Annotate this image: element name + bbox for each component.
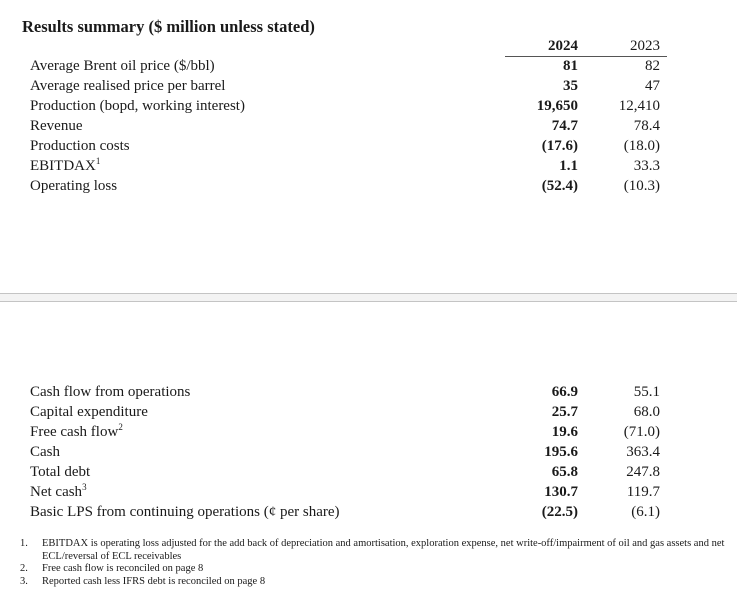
value-2023: (10.3): [623, 178, 660, 194]
value-2024: 65.8: [551, 464, 578, 480]
footnote-ref: 2: [118, 422, 123, 432]
row-label-text: Production (bopd, working interest): [30, 98, 245, 114]
value-2024: (52.4): [541, 178, 578, 194]
row-label-text: Cash flow from operations: [30, 384, 191, 400]
table-row: [30, 116, 670, 136]
value-2023: (71.0): [623, 424, 660, 440]
value-2024: (17.6): [541, 138, 578, 154]
row-label: [30, 402, 148, 422]
footnote-item: [20, 563, 730, 576]
table-row: [30, 502, 670, 522]
value-2024: 25.7: [551, 404, 578, 420]
footnote-text: Free cash flow is reconciled on page 8: [42, 563, 204, 574]
row-label-text: Cash: [30, 444, 60, 460]
row-label-text: Average Brent oil price ($/bbl): [30, 58, 215, 74]
row-label: [30, 382, 190, 402]
results-table-financial: [30, 382, 670, 522]
row-label: [30, 442, 60, 462]
value-2023: 55.1: [633, 384, 660, 400]
value-2024: 81: [563, 58, 578, 74]
table-row: [30, 96, 670, 116]
row-label: [30, 136, 130, 156]
row-label: [30, 56, 215, 76]
footnote-number: 1.: [20, 538, 28, 549]
row-label: [30, 116, 82, 136]
table-row: [30, 402, 670, 422]
row-label: [30, 502, 340, 522]
footnote-number: 3.: [20, 575, 28, 587]
value-2023: 47: [645, 78, 660, 94]
value-2024: 19.6: [551, 424, 578, 440]
row-label: [30, 462, 90, 482]
table-row: [30, 462, 670, 482]
row-label-text: Free cash flow: [30, 424, 119, 440]
row-label-text: EBITDAX: [30, 158, 96, 174]
value-2024: 19,650: [536, 98, 578, 114]
value-2024: 195.6: [544, 444, 578, 460]
row-label-text: Revenue: [30, 118, 83, 134]
row-label-text: Average realised price per barrel: [30, 78, 226, 94]
value-2023: (6.1): [631, 504, 660, 520]
row-label: [30, 96, 245, 116]
value-2023: 119.7: [626, 484, 660, 500]
value-2024: 66.9: [551, 384, 578, 400]
footnote-item: [20, 576, 730, 589]
value-2023: 82: [645, 58, 660, 74]
table-row: [30, 176, 670, 196]
value-2024: 35: [563, 78, 578, 94]
table-row: [30, 56, 670, 76]
row-label: [30, 156, 100, 176]
table-row: [30, 156, 670, 176]
table-row: [30, 382, 670, 402]
value-2023: 247.8: [626, 464, 660, 480]
row-label-text: Production costs: [30, 138, 130, 154]
row-label: [30, 76, 225, 96]
row-label-text: Capital expenditure: [30, 404, 148, 420]
value-2024: 1.1: [559, 158, 578, 174]
value-2023: 33.3: [633, 158, 660, 174]
row-label-text: Total debt: [30, 464, 91, 480]
footnote-item: [20, 538, 730, 563]
value-2023: 78.4: [633, 118, 660, 134]
table-row: [30, 76, 670, 96]
table-row: [30, 136, 670, 156]
column-header-2023: 2023: [630, 38, 660, 54]
results-table-operational: [30, 56, 670, 196]
table-row: [30, 442, 670, 462]
value-2024: (22.5): [541, 504, 578, 520]
footnote-text: EBITDAX is operating loss adjusted for the add back of depreciation and amortisation, exploration expense, net write-off/impairment of oil and gas assets and net ECL/reversal of ECL receivables: [42, 538, 725, 562]
value-2024: 130.7: [544, 484, 578, 500]
page-break-divider: [0, 293, 737, 302]
row-label: [30, 482, 87, 502]
row-label: [30, 422, 123, 442]
row-label-text: Basic LPS from continuing operations (¢ per share): [30, 504, 340, 520]
footnote-ref: 3: [82, 482, 87, 492]
footnote-ref: 1: [95, 156, 101, 166]
footnote-number: 2.: [20, 563, 28, 574]
value-2023: (18.0): [623, 138, 660, 154]
table-row: [30, 422, 670, 442]
value-2023: 68.0: [633, 404, 660, 420]
value-2023: 363.4: [626, 444, 660, 460]
value-2023: 12,410: [618, 98, 660, 114]
footnote-text: Reported cash less IFRS debt is reconciled on page 8: [42, 575, 266, 587]
table-row: [30, 482, 670, 502]
row-label-text: Operating loss: [30, 178, 118, 194]
value-2024: 74.7: [551, 118, 578, 134]
column-header-2024: 2024: [548, 38, 578, 54]
row-label: [30, 176, 117, 196]
row-label-text: Net cash: [30, 484, 83, 500]
table-title: Results summary ($ million unless stated): [22, 17, 315, 36]
footnotes: [20, 538, 730, 588]
